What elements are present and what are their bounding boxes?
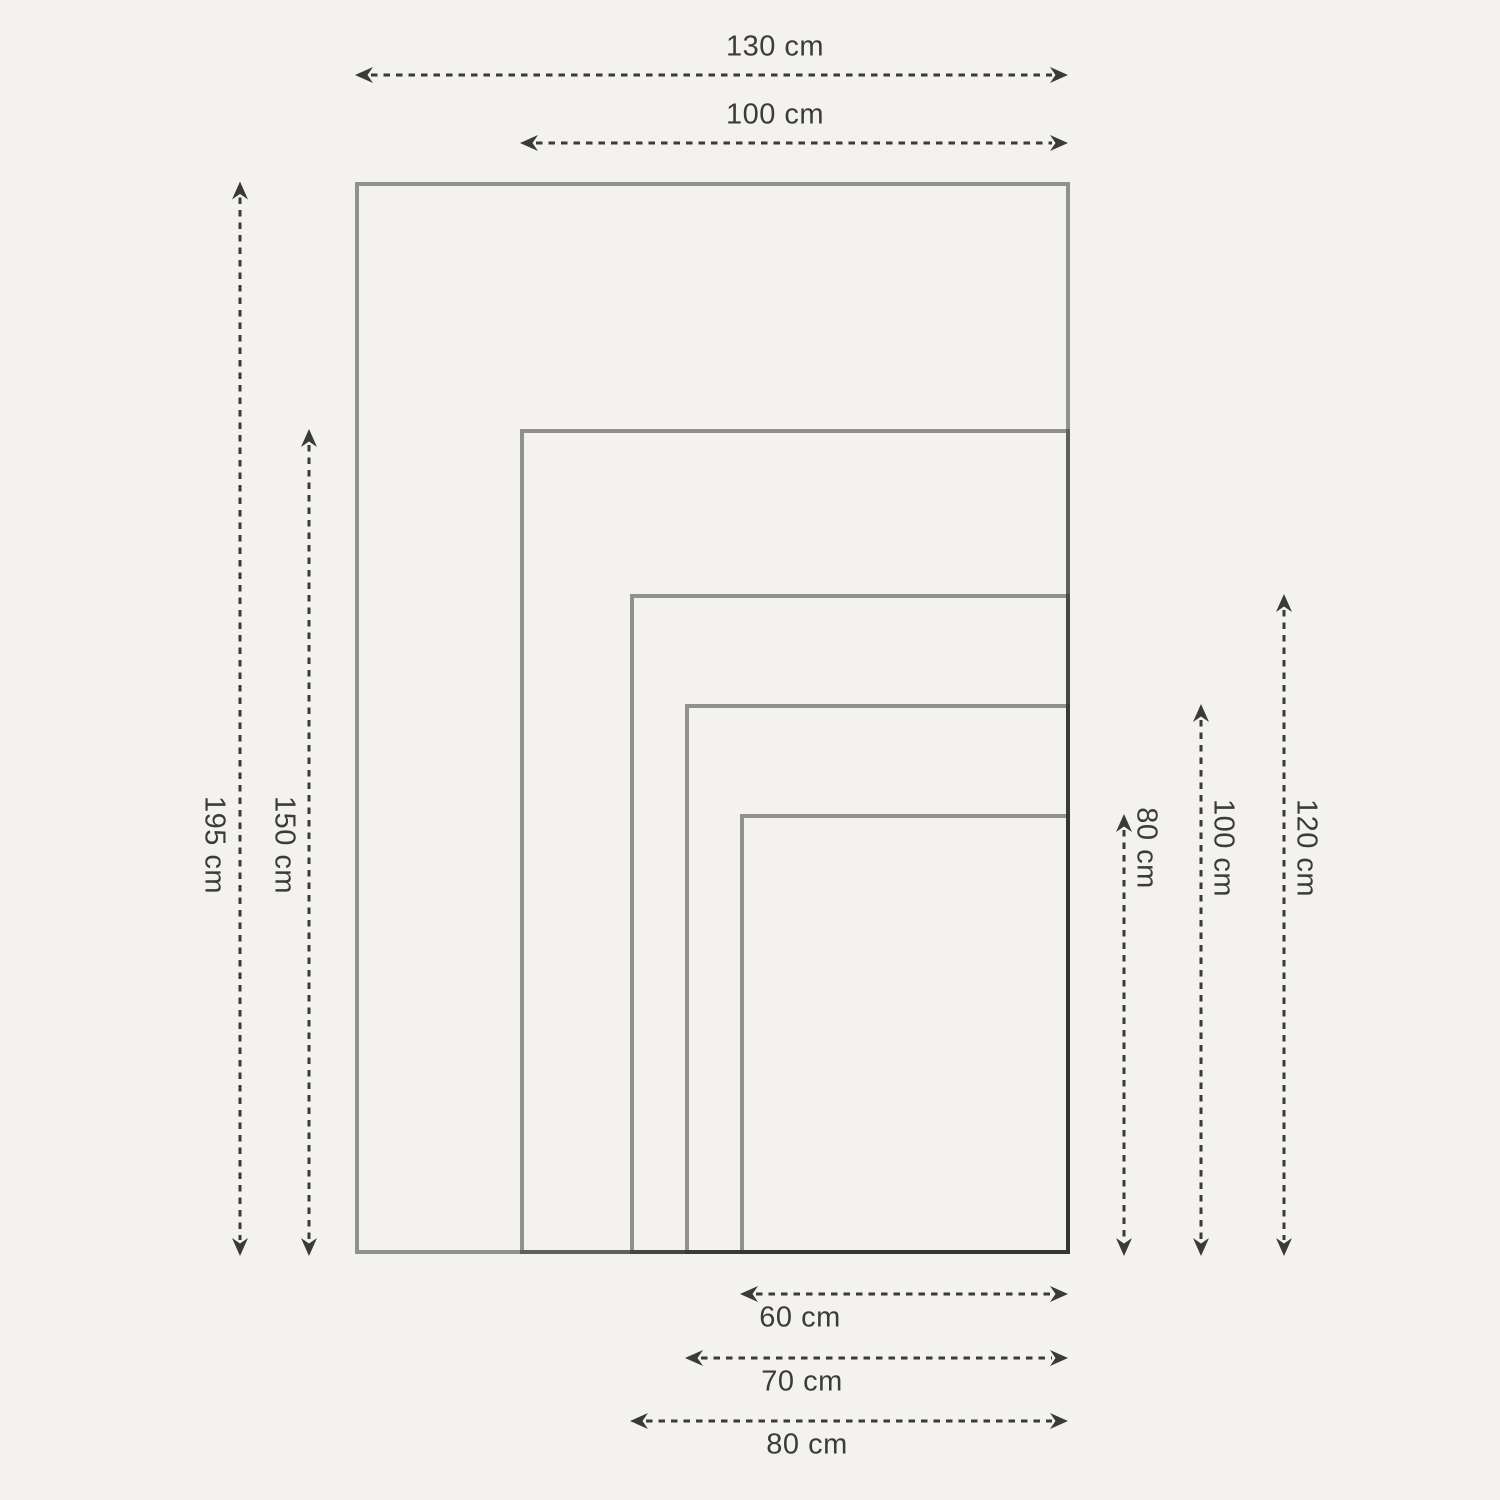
arrowhead-icon (685, 1350, 703, 1366)
arrowhead-icon (1116, 1238, 1132, 1256)
dimension-arrow-top-width-100 (520, 135, 1068, 151)
dimension-label-bottom-width-70: 70 cm (761, 1365, 843, 1398)
dimension-arrow-bottom-width-70 (685, 1350, 1068, 1366)
dimension-arrow-bottom-width-60 (740, 1286, 1068, 1302)
dimension-label-right-height-120: 120 cm (1290, 798, 1323, 898)
arrowhead-icon (630, 1413, 648, 1429)
arrowhead-icon (520, 135, 538, 151)
dimension-label-bottom-width-60: 60 cm (759, 1301, 841, 1334)
arrowhead-icon (1050, 135, 1068, 151)
dimension-label-right-height-100: 100 cm (1207, 798, 1240, 898)
dimension-label-right-height-80: 80 cm (1130, 807, 1163, 889)
arrowhead-icon (355, 67, 373, 83)
arrowhead-icon (740, 1286, 758, 1302)
dimension-arrow-left-height-150 (301, 429, 317, 1256)
arrowhead-icon (232, 182, 248, 200)
arrowhead-icon (1276, 1238, 1292, 1256)
arrowhead-icon (1050, 1413, 1068, 1429)
dimension-label-bottom-width-80: 80 cm (766, 1428, 848, 1461)
dimension-label-top-width-100: 100 cm (725, 98, 825, 131)
arrowhead-icon (1193, 1238, 1209, 1256)
arrowhead-icon (1050, 1286, 1068, 1302)
arrowhead-icon (1050, 1350, 1068, 1366)
dimension-label-top-width-130: 130 cm (725, 30, 825, 63)
arrowhead-icon (1050, 67, 1068, 83)
arrowhead-icon (232, 1238, 248, 1256)
dimension-arrow-right-height-120 (1276, 594, 1292, 1256)
dimension-arrow-bottom-width-80 (630, 1413, 1068, 1429)
dimension-label-left-height-195: 195 cm (198, 795, 231, 895)
dimension-label-left-height-150: 150 cm (268, 795, 301, 895)
arrowhead-icon (1193, 704, 1209, 722)
dimension-arrow-right-height-100 (1193, 704, 1209, 1256)
dimension-arrow-left-height-195 (232, 182, 248, 1257)
arrowhead-icon (1276, 594, 1292, 612)
dimension-arrow-top-width-130 (355, 67, 1068, 83)
arrowhead-icon (301, 1238, 317, 1256)
arrowhead-icon (301, 429, 317, 447)
